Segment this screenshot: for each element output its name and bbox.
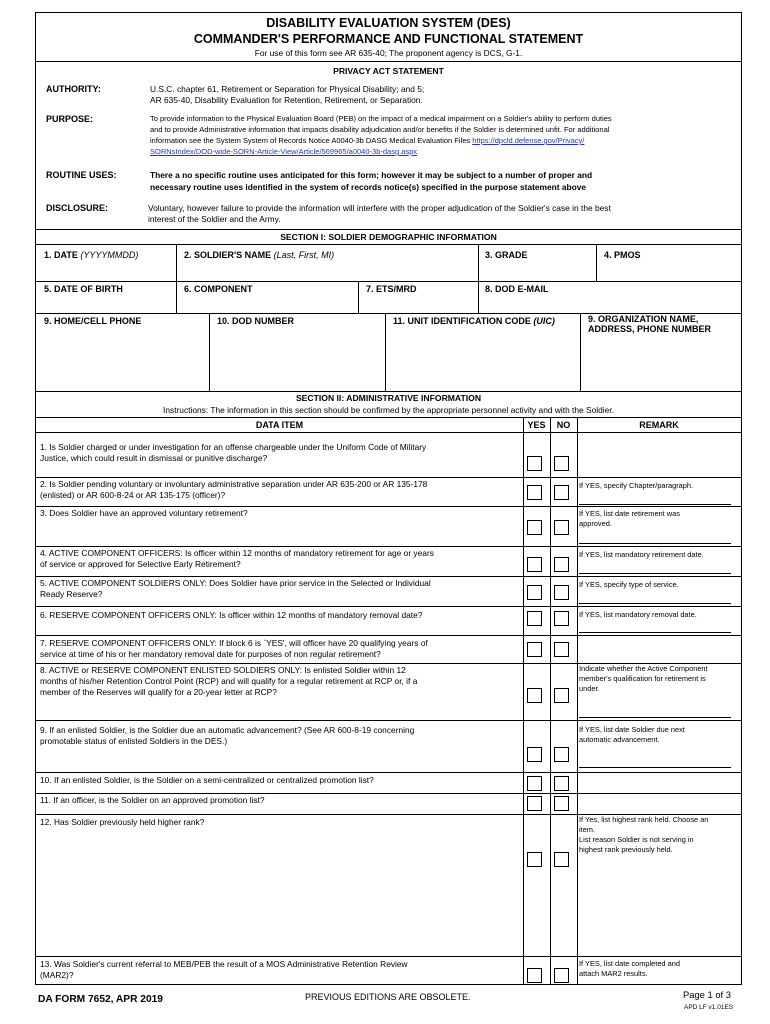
col-header-no: NO [556,420,571,430]
privacy-heading: PRIVACY ACT STATEMENT [333,66,444,76]
item-4-yes-checkbox[interactable] [527,557,542,572]
col-header-yes: YES [527,420,546,430]
purpose-text-1: To provide information to the Physical Evaluation Board (PEB) on the impact of a medical impairment on a Soldier's ability to perform duties [150,114,612,123]
item-11-text-line-1: 11. If an officer, is the Soldier on an approved promotion list? [40,795,265,805]
soldier-name-label [184,250,334,261]
item-9-divider [36,772,741,773]
col-header-remark: REMARK [639,420,679,430]
item-8-divider [36,720,741,721]
item-12-remark-line-4: highest rank previously held. [579,845,673,854]
item-4-remark-input[interactable] [580,548,738,574]
section2-heading: SECTION II: ADMINISTRATIVE INFORMATION [295,393,482,403]
item-12-text-line-1: 12. Has Soldier previously held higher rank? [40,817,205,827]
purpose-text-2: and to provide Administrative information that impacts disability adjudication and/or benefits if the Soldier is determined unfit. For additional [150,125,610,134]
organization-label-2: ADDRESS, PHONE NUMBER [588,324,712,334]
item-3-no-checkbox[interactable] [554,520,569,535]
item-4-remark-line-1: If YES, list mandatory retirement date. [579,550,704,559]
item-11-yes-checkbox[interactable] [527,796,542,811]
item-4-text-line-1: 4. ACTIVE COMPONENT OFFICERS: Is officer within 12 months of mandatory retirement for age or years [40,548,434,558]
purpose-text-3 [150,136,584,146]
authority-label: AUTHORITY: [46,84,101,94]
item-1-yes-checkbox[interactable] [527,456,542,471]
item-7-remark-input[interactable] [580,637,738,661]
component-label: 6. COMPONENT [184,284,253,294]
date-field-label-text: 1. DATE [44,250,81,260]
item-3-remark-input[interactable] [580,508,738,544]
item-5-text-line-2: Ready Reserve? [40,589,103,599]
item-12-remark-input[interactable] [580,816,738,954]
dod-email-input[interactable] [482,297,738,311]
item-2-divider [36,506,741,507]
item-13-remark-line-1: If YES, list date completed and [579,959,680,968]
dod-number-label: 10. DOD NUMBER [217,316,295,326]
item-6-no-checkbox[interactable] [554,611,569,626]
item-9-remark-underline [579,767,731,768]
soldier-name-label-text: 2. SOLDIER'S NAME [184,250,274,260]
item-7-no-checkbox[interactable] [554,642,569,657]
ets-mrd-input[interactable] [362,297,474,311]
item-3-remark-underline [579,543,731,544]
organization-input[interactable] [584,338,738,388]
item-13-yes-checkbox[interactable] [527,968,542,983]
item-9-remark-line-2: automatic advancement. [579,735,660,744]
routine-uses-text-1: There a no specific routine uses anticipated for this form; however it may be subject to a number of proper and [150,170,593,180]
disclosure-text-2: interest of the Soldier and the Army. [148,214,281,224]
ets-mrd-label: 7. ETS/MRD [366,284,417,294]
soldier-name-input[interactable] [180,264,474,278]
item-2-yes-checkbox[interactable] [527,485,542,500]
item-13-text-line-1: 13. Was Soldier's current referral to MEB/PEB the result of a MOS Administrative Retention Review [40,959,408,969]
item-7-text-line-1: 7. RESERVE COMPONENT OFFICERS ONLY: If block 6 is `YES', will officer have 20 qualifying years of [40,638,428,648]
item-5-yes-checkbox[interactable] [527,585,542,600]
uic-label-text: 11. UNIT IDENTIFICATION CODE [393,316,534,326]
organization-label-1: 9. ORGANIZATION NAME, [588,314,699,324]
item-12-remark-line-3: List reason Soldier is not serving in [579,835,694,844]
item-2-text-line-1: 2. Is Soldier pending voluntary or involuntary administrative separation under AR 635-200 or AR 135-178 [40,479,428,489]
item-8-remark-line-1: Indicate whether the Active Component [579,664,708,673]
sorn-link-part1[interactable]: https://dpcld.defense.gov/Privacy/ [472,136,585,145]
item-2-text-line-2: (enlisted) or AR 600-8-24 or AR 135-175 (officer)? [40,490,226,500]
section1-heading: SECTION I: SOLDIER DEMOGRAPHIC INFORMATION [280,232,497,242]
item-9-remark-line-1: If YES, list date Soldier due next [579,725,685,734]
obsolete-note: PREVIOUS EDITIONS ARE OBSOLETE. [305,992,471,1002]
item-3-remark-line-2: approved. [579,519,612,528]
item-2-no-checkbox[interactable] [554,485,569,500]
item-13-text-line-2: (MAR2)? [40,970,74,980]
authority-text-1: U.S.C. chapter 61, Retirement or Separation for Physical Disability; and 5; [150,84,425,94]
item-3-text-line-1: 3. Does Soldier have an approved voluntary retirement? [40,508,248,518]
form-identifier: DA FORM 7652, APR 2019 [38,994,163,1005]
item-2-remark-underline [579,504,731,505]
disclosure-text-1: Voluntary, however failure to provide the information will interfere with the proper adjudication of the Soldier's case in the best [148,203,611,213]
dod-number-input[interactable] [213,331,381,387]
date-field-format: (YYYYMMDD) [80,250,139,260]
disclosure-label: DISCLOSURE: [46,203,109,213]
item-5-divider [36,606,741,607]
item-11-no-checkbox[interactable] [554,796,569,811]
item-13-remark-input[interactable] [580,958,738,982]
item-7-yes-checkbox[interactable] [527,642,542,657]
item-6-yes-checkbox[interactable] [527,611,542,626]
sorn-link-part2[interactable]: SORNsIndex/DOD-wide-SORN-Article-View/Article/569965/a0040-3b-dasg.aspx [150,147,418,156]
item-10-yes-checkbox[interactable] [527,776,542,791]
date-field-label [44,250,138,261]
item-9-remark-input[interactable] [580,722,738,770]
form-title-line1: DISABILITY EVALUATION SYSTEM (DES) [266,16,511,30]
item-6-remark-underline [579,632,731,633]
date-input[interactable] [40,264,172,278]
item-8-remark-line-3: under. [579,684,600,693]
item-8-yes-checkbox[interactable] [527,688,542,703]
item-5-remark-input[interactable] [580,578,738,604]
item-9-yes-checkbox[interactable] [527,747,542,762]
item-1-no-checkbox[interactable] [554,456,569,471]
item-1-text-line-1: 1. Is Soldier charged or under investigation for an offense chargeable under the Uniform Code of Military [40,442,427,452]
home-cell-phone-label: 9. HOME/CELL PHONE [44,316,142,326]
item-9-text-line-2: promotable status of enlisted Soldiers in the DES.) [40,736,228,746]
item-8-no-checkbox[interactable] [554,688,569,703]
item-1-text-line-2: Justice, which could result in dismissal or punitive discharge? [40,453,268,463]
grade-label: 3. GRADE [485,250,528,260]
soldier-name-format: (Last, First, MI) [273,250,335,260]
item-6-divider [36,635,741,636]
item-3-yes-checkbox[interactable] [527,520,542,535]
uic-input[interactable] [389,331,576,387]
item-4-remark-underline [579,573,731,574]
item-10-no-checkbox[interactable] [554,776,569,791]
item-12-yes-checkbox[interactable] [527,852,542,867]
item-11-remark-input[interactable] [580,795,738,812]
item-10-divider [36,793,741,794]
item-2-remark-line-1: If YES, specify Chapter/paragraph. [579,481,694,490]
item-8-text-line-2: months of his/her Retention Control Point (RCP) and will qualify for a regular retirement at RCP or, if a [40,676,418,686]
form-title-line2: COMMANDER'S PERFORMANCE AND FUNCTIONAL STATEMENT [193,32,584,46]
routine-uses-text-2: necessary routine uses identified in the system of records notice(s) specified in the purpose statement above [150,182,587,192]
item-13-no-checkbox[interactable] [554,968,569,983]
item-3-remark-line-1: If YES, list date retirement was [579,509,680,518]
item-7-text-line-2: service at time of his or her mandatory removal date for purposes of non regular retirement? [40,649,381,659]
dod-email-label: 8. DOD E-MAIL [485,284,549,294]
uic-label [393,316,555,327]
item-8-remark-underline [579,717,731,718]
purpose-text-3-body: information see the System System of Records Notice A0040-3b DASG Medical Evaluation Files [150,136,473,145]
item-9-text-line-1: 9. If an enlisted Soldier, is the Soldier due an automatic advancement? (See AR 600-8-19 concerning [40,725,415,735]
item-4-divider [36,576,741,577]
pmos-input[interactable] [600,264,738,278]
uic-label-abbr: (UIC) [533,316,555,326]
page-number: Page 1 of 3 [683,989,731,1000]
item-6-remark-input[interactable] [580,608,738,633]
item-8-remark-line-2: member's qualification for retirement is [579,674,706,683]
item-12-divider [36,956,741,957]
item-1-remark-input[interactable] [580,434,738,475]
item-5-text-line-1: 5. ACTIVE COMPONENT SOLDIERS ONLY: Does Soldier have prior service in the Selected or Individual [40,578,431,588]
item-6-remark-line-1: If YES, list mandatory removal date. [579,610,697,619]
item-3-divider [36,546,741,547]
item-5-remark-underline [579,603,731,604]
form-use-note: For use of this form see AR 635-40; The proponent agency is DCS, G-1. [254,48,523,58]
item-8-text-line-3: member of the Reserves will qualify for a 20-year letter at RCP? [40,687,277,697]
item-1-divider [36,477,741,478]
item-6-text-line-1: 6. RESERVE COMPONENT OFFICERS ONLY: Is officer within 12 months of mandatory removal date? [40,610,423,620]
purpose-label: PURPOSE: [46,114,94,124]
grade-input[interactable] [482,264,592,278]
item-5-remark-line-1: If YES, specify type of service. [579,580,679,589]
item-12-remark-line-1: If Yes, list highest rank held. Choose an [579,815,709,824]
item-8-remark-input[interactable] [580,665,738,718]
form-page [35,12,742,985]
pmos-label: 4. PMOS [604,250,641,260]
section2-instructions: Instructions: The information in this section should be confirmed by the appropriate personnel activity and with the Soldier. [163,405,614,415]
item-9-no-checkbox[interactable] [554,747,569,762]
item-8-text-line-1: 8. ACTIVE or RESERVE COMPONENT ENLISTED SOLDIERS ONLY: Is enlisted Soldier within 12 [40,665,406,675]
item-12-no-checkbox[interactable] [554,852,569,867]
item-4-text-line-2: of service or approved for Selective Early Retirement? [40,559,241,569]
item-4-no-checkbox[interactable] [554,557,569,572]
routine-uses-label: ROUTINE USES: [46,170,117,180]
item-5-no-checkbox[interactable] [554,585,569,600]
item-10-text-line-1: 10. If an enlisted Soldier, is the Soldier on a semi-centralized or centralized promotion list? [40,775,374,785]
item-10-remark-input[interactable] [580,774,738,791]
item-12-remark-line-2: item. [579,825,596,834]
date-of-birth-label: 5. DATE OF BIRTH [44,284,123,294]
component-input[interactable] [180,297,354,311]
col-header-data-item: DATA ITEM [255,420,304,430]
item-2-remark-input[interactable] [580,479,738,504]
date-of-birth-input[interactable] [40,297,172,311]
item-13-remark-line-2: attach MAR2 results. [579,969,648,978]
authority-text-2: AR 635-40, Disability Evaluation for Retention, Retirement, or Separation. [150,95,423,105]
version-label: APD LF v1.01ES [684,1004,734,1011]
home-cell-phone-input[interactable] [40,331,205,387]
